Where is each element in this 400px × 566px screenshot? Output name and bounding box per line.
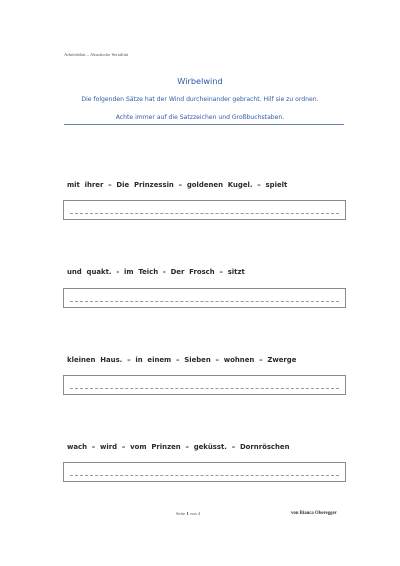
instruction-line-1: Die folgenden Sätze hat der Wind durcheinander gebracht. Hilf sie zu ordnen. <box>81 96 319 103</box>
scrambled-sentence-3: kleinen Haus. – in einem – Sieben – wohnen – Zwerge <box>67 356 297 364</box>
answer-box-2[interactable] <box>63 288 346 308</box>
scrambled-sentence-2: und quakt. - im Teich - Der Frosch – sitzt <box>67 268 245 276</box>
answer-writing-line <box>70 475 339 476</box>
header-divider <box>64 124 344 125</box>
worksheet-title: Wirbelwind <box>177 76 223 86</box>
answer-writing-line <box>70 388 339 389</box>
page-prefix: Seite <box>176 511 186 516</box>
answer-box-3[interactable] <box>63 375 346 395</box>
page-of: von <box>189 511 197 516</box>
scrambled-sentence-4: wach – wird – vom Prinzen – geküsst. – Dornröschen <box>67 443 290 451</box>
author-credit: von Bianca Oberegger <box>291 511 337 516</box>
answer-writing-line <box>70 213 339 214</box>
answer-writing-line <box>70 301 339 302</box>
document-label: Arbeitsblatt – Akustische Serialität <box>64 52 129 57</box>
answer-box-1[interactable] <box>63 200 346 220</box>
scrambled-sentence-1: mit ihrer – Die Prinzessin – goldenen Kugel. – spielt <box>67 181 288 189</box>
page-current: 1 <box>186 511 189 516</box>
instruction-line-2: Achte immer auf die Satzzeichen und Großbuchstaben. <box>115 114 285 121</box>
answer-box-4[interactable] <box>63 462 346 482</box>
page-number <box>176 511 200 516</box>
page-total: 4 <box>197 511 201 516</box>
